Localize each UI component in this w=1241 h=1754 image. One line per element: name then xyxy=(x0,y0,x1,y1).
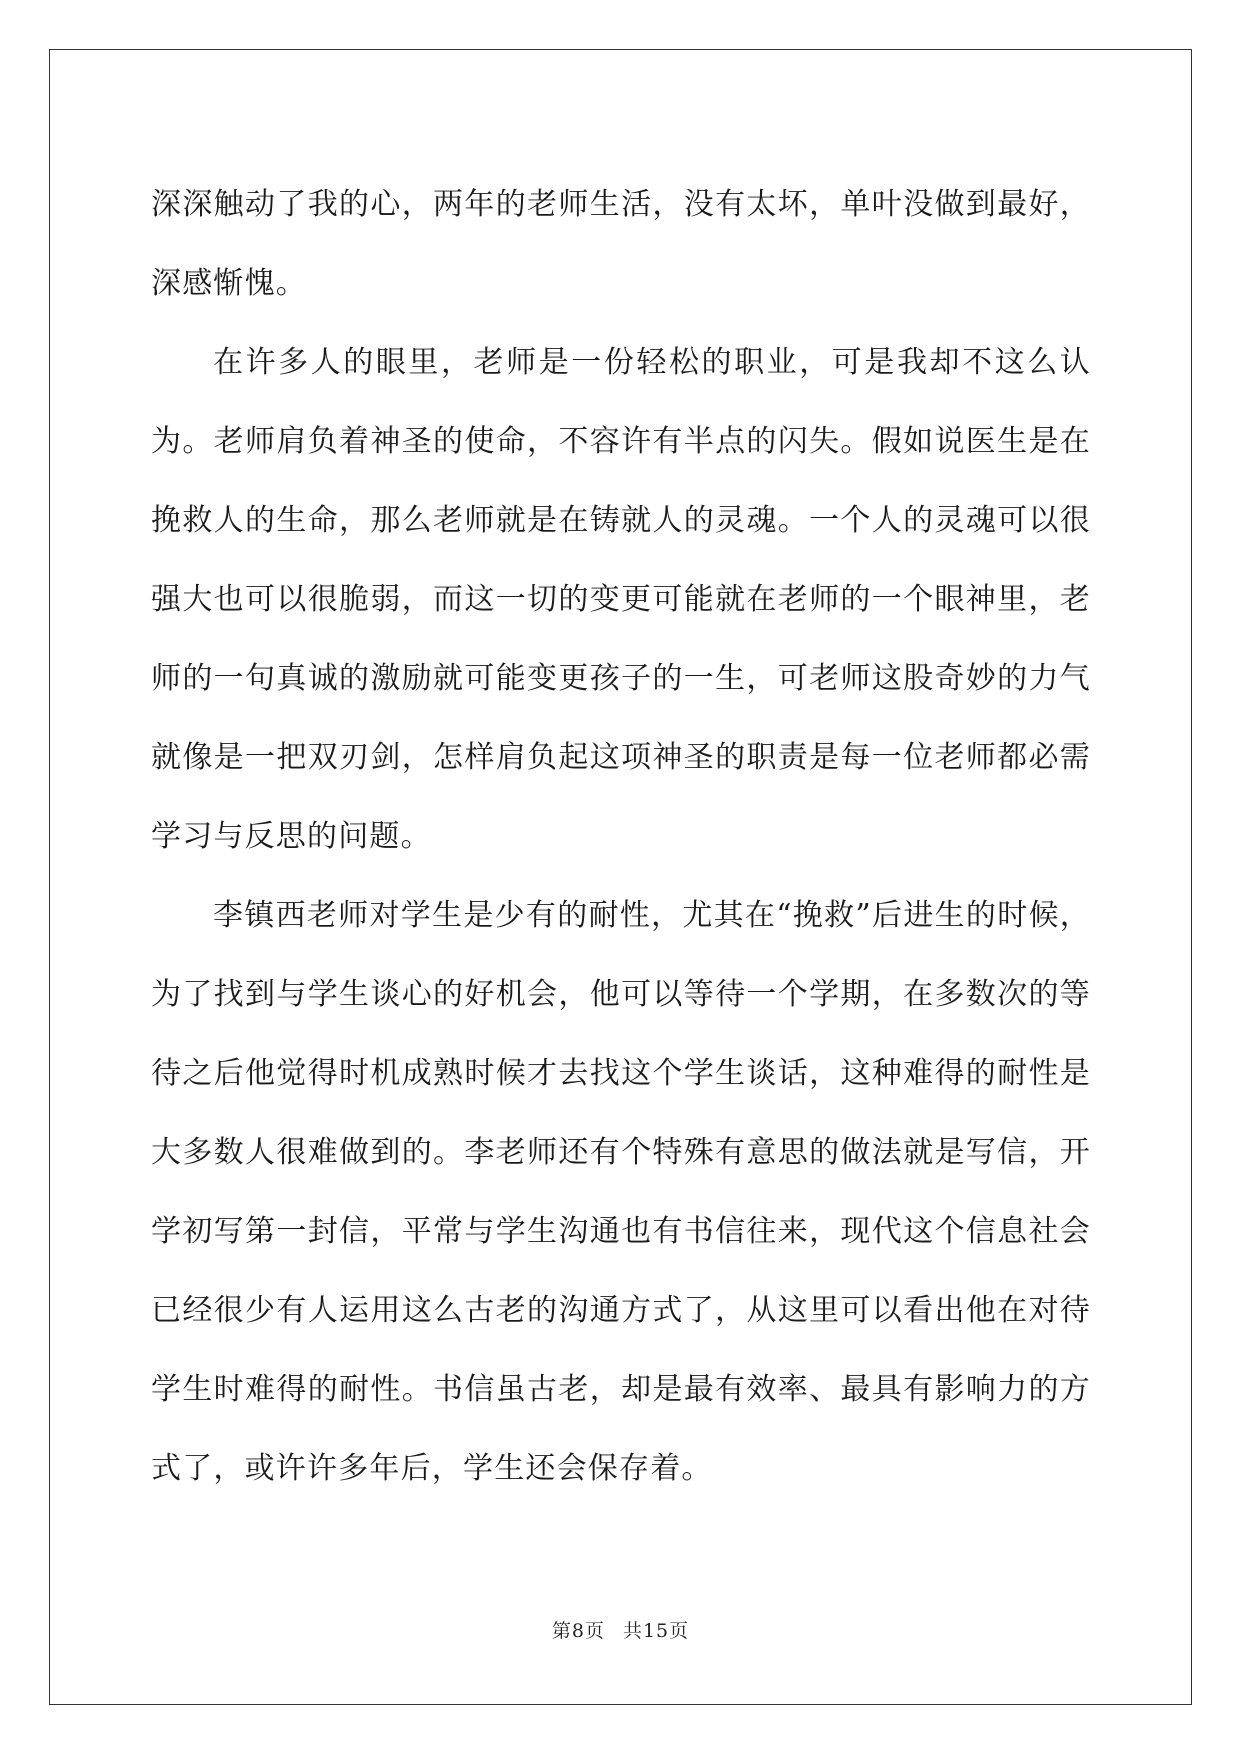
paragraph-3: 李镇西老师对学生是少有的耐性，尤其在“挽救”后进生的时候，为了找到与学生谈心的好机会，他可以等待一个学期，在多数次的等待之后他觉得时机成熟时候才去找这个学生谈话，这种难得的耐性是大多数人很难做到的。李老师还有个特殊有意思的做法就是写信，开学初写第一封信，平常与学生沟通也有书信往来，现代这个信息社会已经很少有人运用这么古老的沟通方式了，从这里可以看出他在对待学生时难得的耐性。书信虽古老，却是最有效率、最具有影响力的方式了，或许许多年后，学生还会保存着。 xyxy=(151,898,1091,1486)
document-body xyxy=(151,165,1091,1508)
paragraph-1: 深深触动了我的心，两年的老师生活，没有太坏，单叶没做到最好，深感惭愧。 xyxy=(151,187,1091,301)
page-number: 第8页 xyxy=(551,1620,605,1642)
page-total: 共15页 xyxy=(622,1620,690,1642)
page-footer xyxy=(0,1616,1241,1643)
paragraph-2: 在许多人的眼里，老师是一份轻松的职业，可是我却不这么认为。老师肩负着神圣的使命，不容许有半点的闪失。假如说医生是在挽救人的生命，那么老师就是在铸就人的灵魂。一个人的灵魂可以很强大也可以很脆弱，而这一切的变更可能就在老师的一个眼神里，老师的一句真诚的激励就可能变更孩子的一生，可老师这股奇妙的力气就像是一把双刃剑，怎样肩负起这项神圣的职责是每一位老师都必需学习与反思的问题。 xyxy=(151,345,1091,854)
